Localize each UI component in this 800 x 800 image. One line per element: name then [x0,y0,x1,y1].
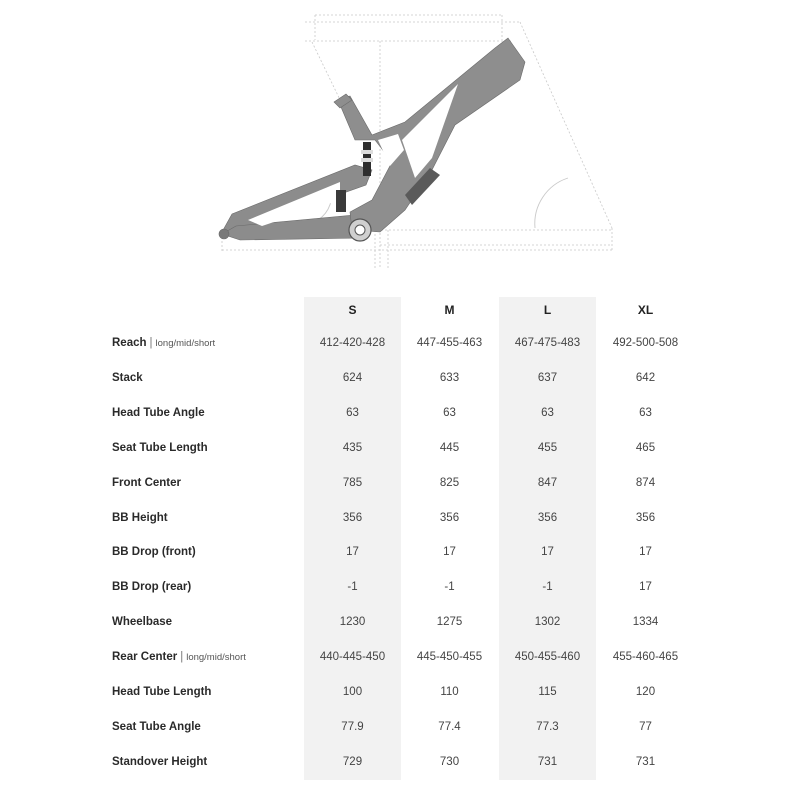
row-label-text: Wheelbase [112,616,173,629]
row-label [112,442,208,454]
table-cell: 730 [439,755,460,768]
table-cell: 825 [439,476,460,489]
table-cell: 63 [639,406,652,419]
table-cell: 874 [635,476,656,489]
table-cell: 17 [541,546,554,559]
table-cell: 467-475-483 [514,337,581,349]
size-header-xl: XL [637,303,654,317]
table-cell: -1 [444,581,455,594]
row-label [112,721,201,733]
row-label-text: Rear Center [112,651,178,664]
table-row [0,442,800,462]
table-row [0,546,800,566]
column-band-l [499,297,596,780]
table-row [0,721,800,741]
table-cell: 412-420-428 [319,337,386,349]
table-row [0,756,800,776]
table-cell: 729 [342,755,363,768]
table-cell: 447-455-463 [416,337,483,349]
table-cell: -1 [542,581,553,594]
table-cell: 77.9 [341,720,364,733]
table-cell: 633 [439,371,460,384]
table-cell: 63 [346,406,359,419]
table-cell: 624 [342,371,363,384]
row-label-text: Seat Tube Length [112,441,208,454]
table-cell: 455 [537,441,558,454]
row-label-text: BB Drop (rear) [112,581,192,594]
table-cell: 17 [639,581,652,594]
table-cell: 455-460-465 [612,651,679,664]
table-cell: 120 [635,686,656,698]
table-cell: 1334 [632,616,659,629]
table-cell: 492-500-508 [612,337,679,349]
table-cell: 115 [538,686,557,698]
size-header-m: M [444,303,455,317]
row-label-text: Front Center [112,476,181,489]
table-row [0,372,800,392]
row-label-text: Reach [112,337,147,349]
row-label-text: Standover Height [112,755,208,768]
table-cell: 356 [439,511,460,524]
row-label-subtitle: long/mid/short [186,652,246,664]
row-label-separator: | [180,651,184,664]
table-cell: 77.4 [438,720,461,733]
table-row [0,407,800,427]
table-cell: -1 [347,581,358,594]
table-row [0,616,800,636]
row-label-text: Head Tube Length [112,686,212,698]
table-cell: 445-450-455 [416,651,483,664]
table-cell: 63 [443,406,456,419]
row-label-text: Head Tube Angle [112,406,205,419]
table-cell: 642 [635,371,656,384]
table-cell: 356 [342,511,363,524]
row-label [112,686,211,698]
row-label [112,477,181,489]
table-cell: 465 [635,441,656,454]
size-header-s: S [348,303,357,317]
table-cell: 440-445-450 [319,651,386,664]
table-cell: 17 [639,546,652,559]
row-label [112,651,246,663]
table-cell: 17 [443,546,456,559]
table-cell: 1275 [436,616,463,629]
row-label [112,512,168,524]
row-label [112,616,172,628]
table-cell: 435 [342,441,363,454]
table-cell: 100 [342,686,363,698]
row-label-text: BB Drop (front) [112,546,196,559]
table-cell: 731 [537,755,558,768]
table-row [0,477,800,497]
table-row [0,651,800,671]
table-cell: 1230 [339,616,366,629]
table-cell: 445 [439,441,460,454]
table-cell: 847 [537,476,558,489]
table-cell: 17 [346,546,359,559]
table-cell: 356 [635,511,656,524]
table-cell: 731 [635,755,656,768]
row-label [112,407,205,419]
table-cell: 637 [537,371,558,384]
row-label [112,337,215,349]
table-row [0,337,800,357]
row-label-separator: | [149,337,153,349]
table-row [0,512,800,532]
table-cell: 450-455-460 [514,651,581,664]
table-cell: 356 [537,511,558,524]
table-cell: 785 [342,476,363,489]
table-row [0,686,800,706]
row-label [112,581,191,593]
row-label [112,756,207,768]
table-cell: 77 [639,720,652,733]
table-row [0,581,800,601]
row-label-subtitle: long/mid/short [155,338,216,349]
row-label-text: Seat Tube Angle [112,720,201,733]
size-header-l: L [543,303,552,317]
row-label [112,372,143,384]
table-cell: 1302 [534,616,561,629]
row-label-text: BB Height [112,511,168,524]
table-cell: 110 [440,686,459,698]
table-cell: 77.3 [536,720,559,733]
row-label [112,546,196,558]
column-band-s [304,297,401,780]
row-label-text: Stack [112,371,143,384]
table-cell: 63 [541,406,554,419]
